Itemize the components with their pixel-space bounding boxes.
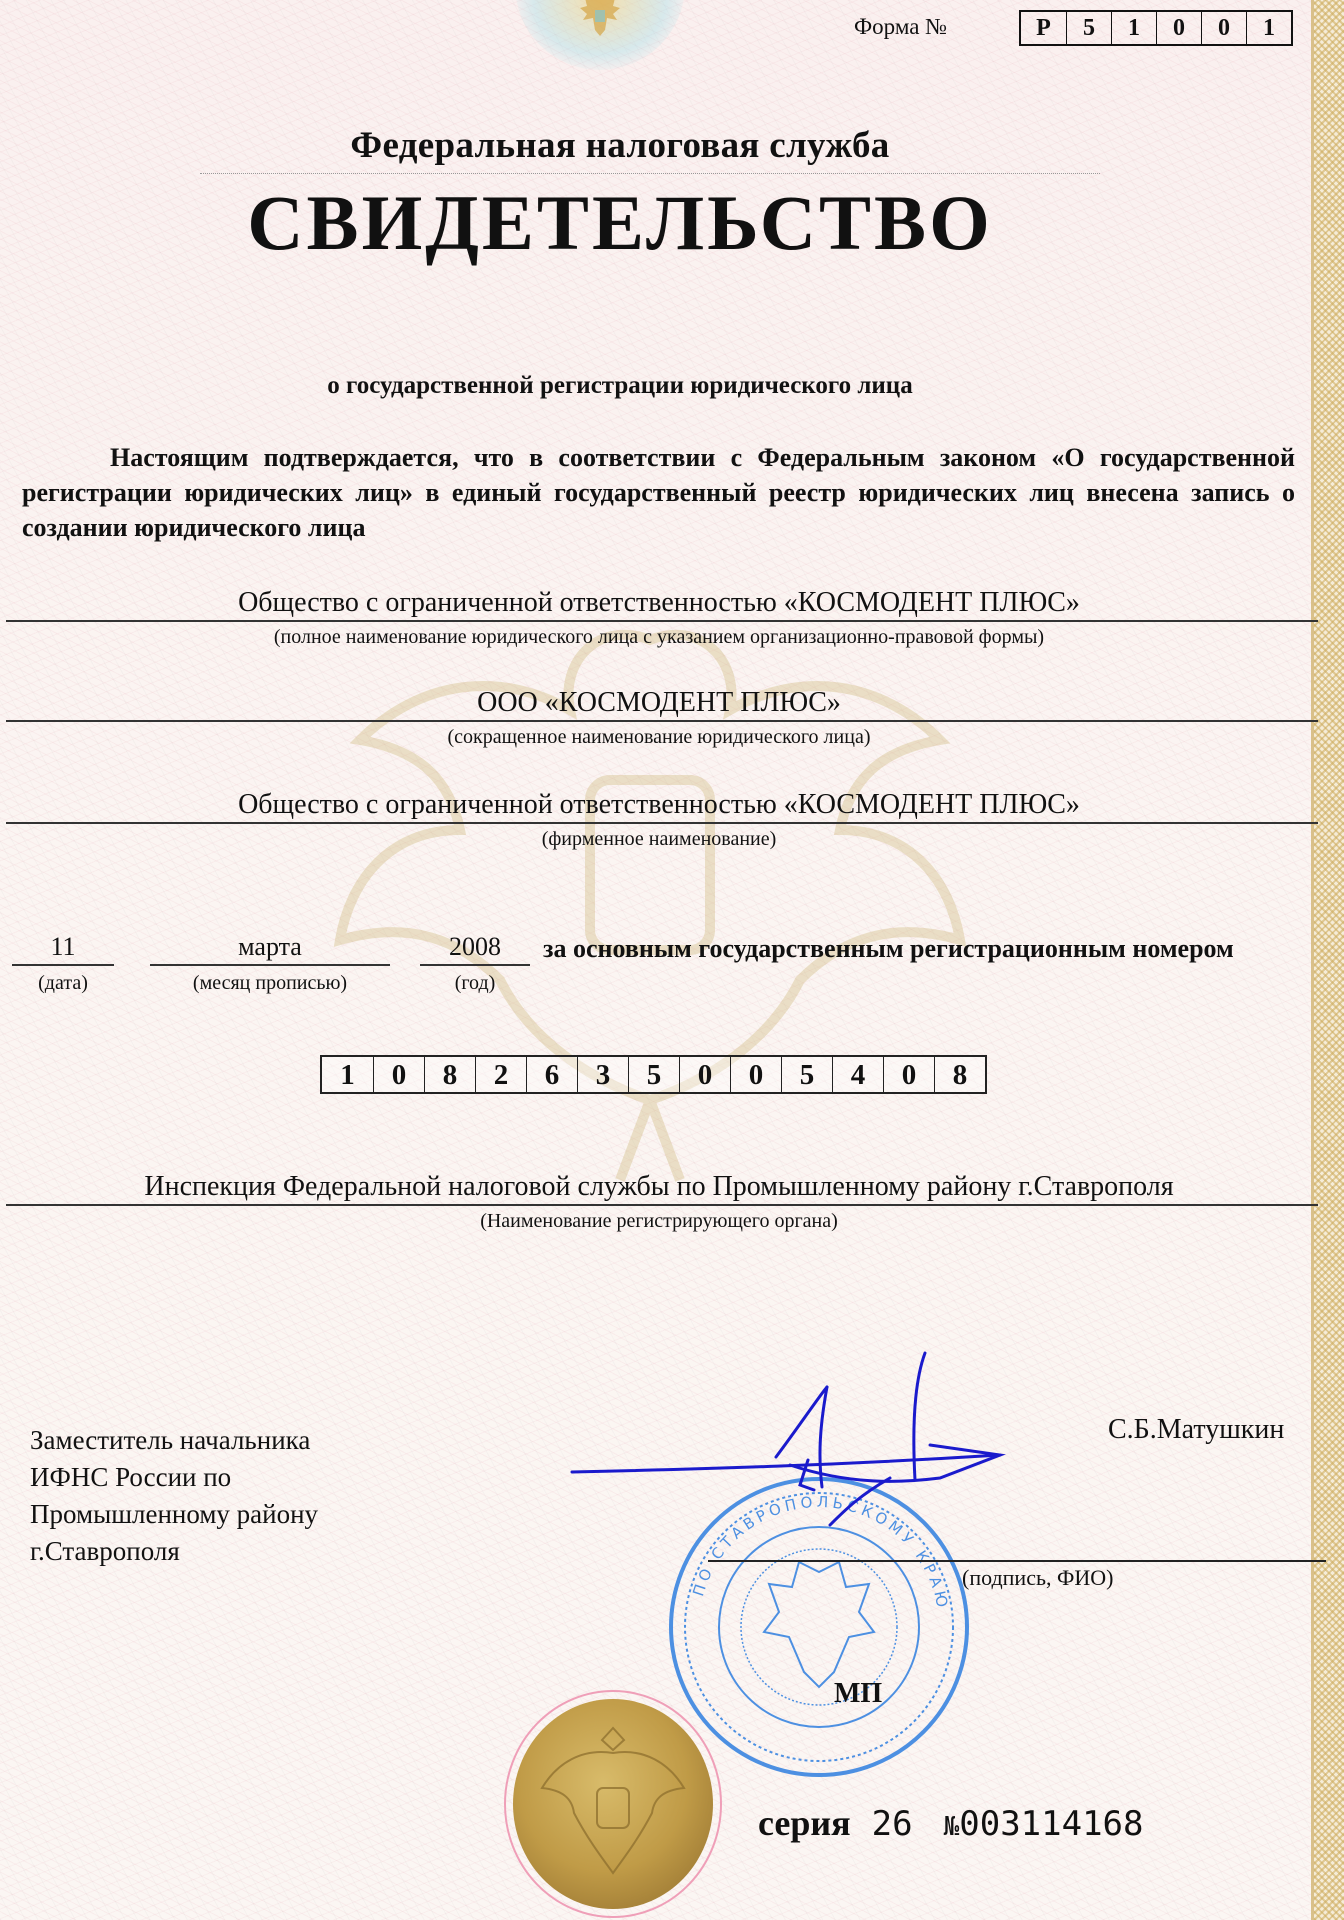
series-number bbox=[758, 1802, 1143, 1844]
intro-text: Настоящим подтверждается, что в соответствии с Федеральным законом «О государственной регистрации юридических лиц» в единый государственный реестр юридических лиц внесена запись о создании юридического лица bbox=[22, 443, 1295, 542]
form-code-char: 0 bbox=[1201, 12, 1246, 44]
brand-name-field bbox=[0, 788, 1318, 851]
year-value: 2008 bbox=[449, 932, 501, 961]
form-code-char: 5 bbox=[1066, 12, 1111, 44]
month-value: марта bbox=[238, 932, 302, 961]
ogrn-digit: 0 bbox=[730, 1057, 781, 1092]
signer-position-line: Заместитель начальника bbox=[30, 1425, 311, 1455]
form-code-char: 0 bbox=[1156, 12, 1201, 44]
intro-paragraph bbox=[22, 440, 1295, 545]
divider bbox=[200, 173, 1100, 174]
form-number-boxes bbox=[1019, 10, 1293, 46]
series-label: серия bbox=[758, 1803, 851, 1843]
series-value: 26 bbox=[871, 1804, 913, 1844]
ogrn-digit: 8 bbox=[934, 1057, 985, 1092]
underline bbox=[6, 822, 1318, 824]
day-caption: (дата) bbox=[38, 972, 88, 994]
double-headed-eagle-icon bbox=[575, 0, 625, 38]
signature-line bbox=[708, 1560, 1326, 1562]
brand-name-value: Общество с ограниченной ответственностью «КОСМОДЕНТ ПЛЮС» bbox=[238, 789, 1080, 820]
day-value: 11 bbox=[50, 932, 76, 961]
coat-of-arms-watermark bbox=[300, 580, 1000, 1200]
number-prefix: № bbox=[943, 1812, 960, 1842]
form-code-char: 1 bbox=[1246, 12, 1291, 44]
ogrn-label: за основным государственным регистрационным номером bbox=[543, 934, 1234, 963]
hologram-emblem bbox=[515, 0, 685, 70]
form-number-label: Форма № bbox=[854, 14, 948, 39]
ogrn-digit: 3 bbox=[577, 1057, 628, 1092]
underline bbox=[150, 964, 390, 966]
form-code-char: 1 bbox=[1111, 12, 1156, 44]
ogrn-digit: 1 bbox=[322, 1057, 373, 1092]
underline bbox=[6, 720, 1318, 722]
agency-name: Федеральная налоговая служба bbox=[350, 125, 890, 166]
form-code-char: Р bbox=[1036, 15, 1051, 41]
signer-position bbox=[30, 1422, 318, 1570]
signature-caption: (подпись, ФИО) bbox=[962, 1565, 1114, 1590]
registration-date-row bbox=[0, 930, 1330, 1010]
signer-position-line: г.Ставрополя bbox=[30, 1536, 180, 1566]
authority-caption: (Наименование регистрирующего органа) bbox=[480, 1210, 838, 1232]
svg-text:ПО СТАВРОПОЛЬСКОМУ КРАЮ: ПО СТАВРОПОЛЬСКОМУ КРАЮ bbox=[689, 1492, 953, 1613]
stamp-place-label: МП bbox=[834, 1678, 883, 1709]
ogrn-digit: 5 bbox=[781, 1057, 832, 1092]
underline bbox=[12, 964, 114, 966]
short-name-value: ООО «КОСМОДЕНТ ПЛЮС» bbox=[477, 687, 841, 718]
ogrn-digit: 2 bbox=[475, 1057, 526, 1092]
ogrn-digit: 0 bbox=[679, 1057, 730, 1092]
signer-position-line: Промышленному району bbox=[30, 1499, 319, 1529]
full-name-field bbox=[0, 586, 1318, 649]
authority-value: Инспекция Федеральной налоговой службы по Промышленному району г.Ставрополя bbox=[144, 1171, 1174, 1202]
certificate-number: 003114168 bbox=[959, 1804, 1144, 1844]
day-cell bbox=[12, 930, 114, 995]
signer-name: С.Б.Матушкин bbox=[1108, 1414, 1285, 1445]
month-caption: (месяц прописью) bbox=[192, 972, 348, 994]
ogrn-digit: 4 bbox=[832, 1057, 883, 1092]
year-caption: (год) bbox=[454, 972, 496, 994]
ogrn-digit: 5 bbox=[628, 1057, 679, 1092]
month-cell bbox=[150, 930, 390, 995]
certificate-title: СВИДЕТЕЛЬСТВО bbox=[247, 179, 993, 266]
ogrn-digit: 0 bbox=[883, 1057, 934, 1092]
full-name-value: Общество с ограниченной ответственностью «КОСМОДЕНТ ПЛЮС» bbox=[238, 587, 1080, 618]
underline bbox=[6, 1204, 1318, 1206]
ogrn-number-boxes bbox=[320, 1055, 987, 1094]
signer-position-line: ИФНС России по bbox=[30, 1462, 232, 1492]
short-name-field bbox=[0, 686, 1318, 749]
handwritten-signature bbox=[560, 1335, 1060, 1535]
authority-field bbox=[0, 1170, 1318, 1233]
year-cell bbox=[420, 930, 530, 995]
underline bbox=[420, 964, 530, 966]
short-name-caption: (сокращенное наименование юридического лица) bbox=[447, 726, 871, 748]
brand-name-caption: (фирменное наименование) bbox=[541, 828, 777, 850]
certificate-subtitle: о государственной регистрации юридического лица bbox=[327, 372, 913, 399]
ogrn-digit: 0 bbox=[373, 1057, 424, 1092]
underline bbox=[6, 620, 1318, 622]
ogrn-digit: 6 bbox=[526, 1057, 577, 1092]
gold-seal bbox=[502, 1688, 724, 1920]
ogrn-digit: 8 bbox=[424, 1057, 475, 1092]
full-name-caption: (полное наименование юридического лица с указанием организационно-правовой формы) bbox=[273, 626, 1045, 648]
